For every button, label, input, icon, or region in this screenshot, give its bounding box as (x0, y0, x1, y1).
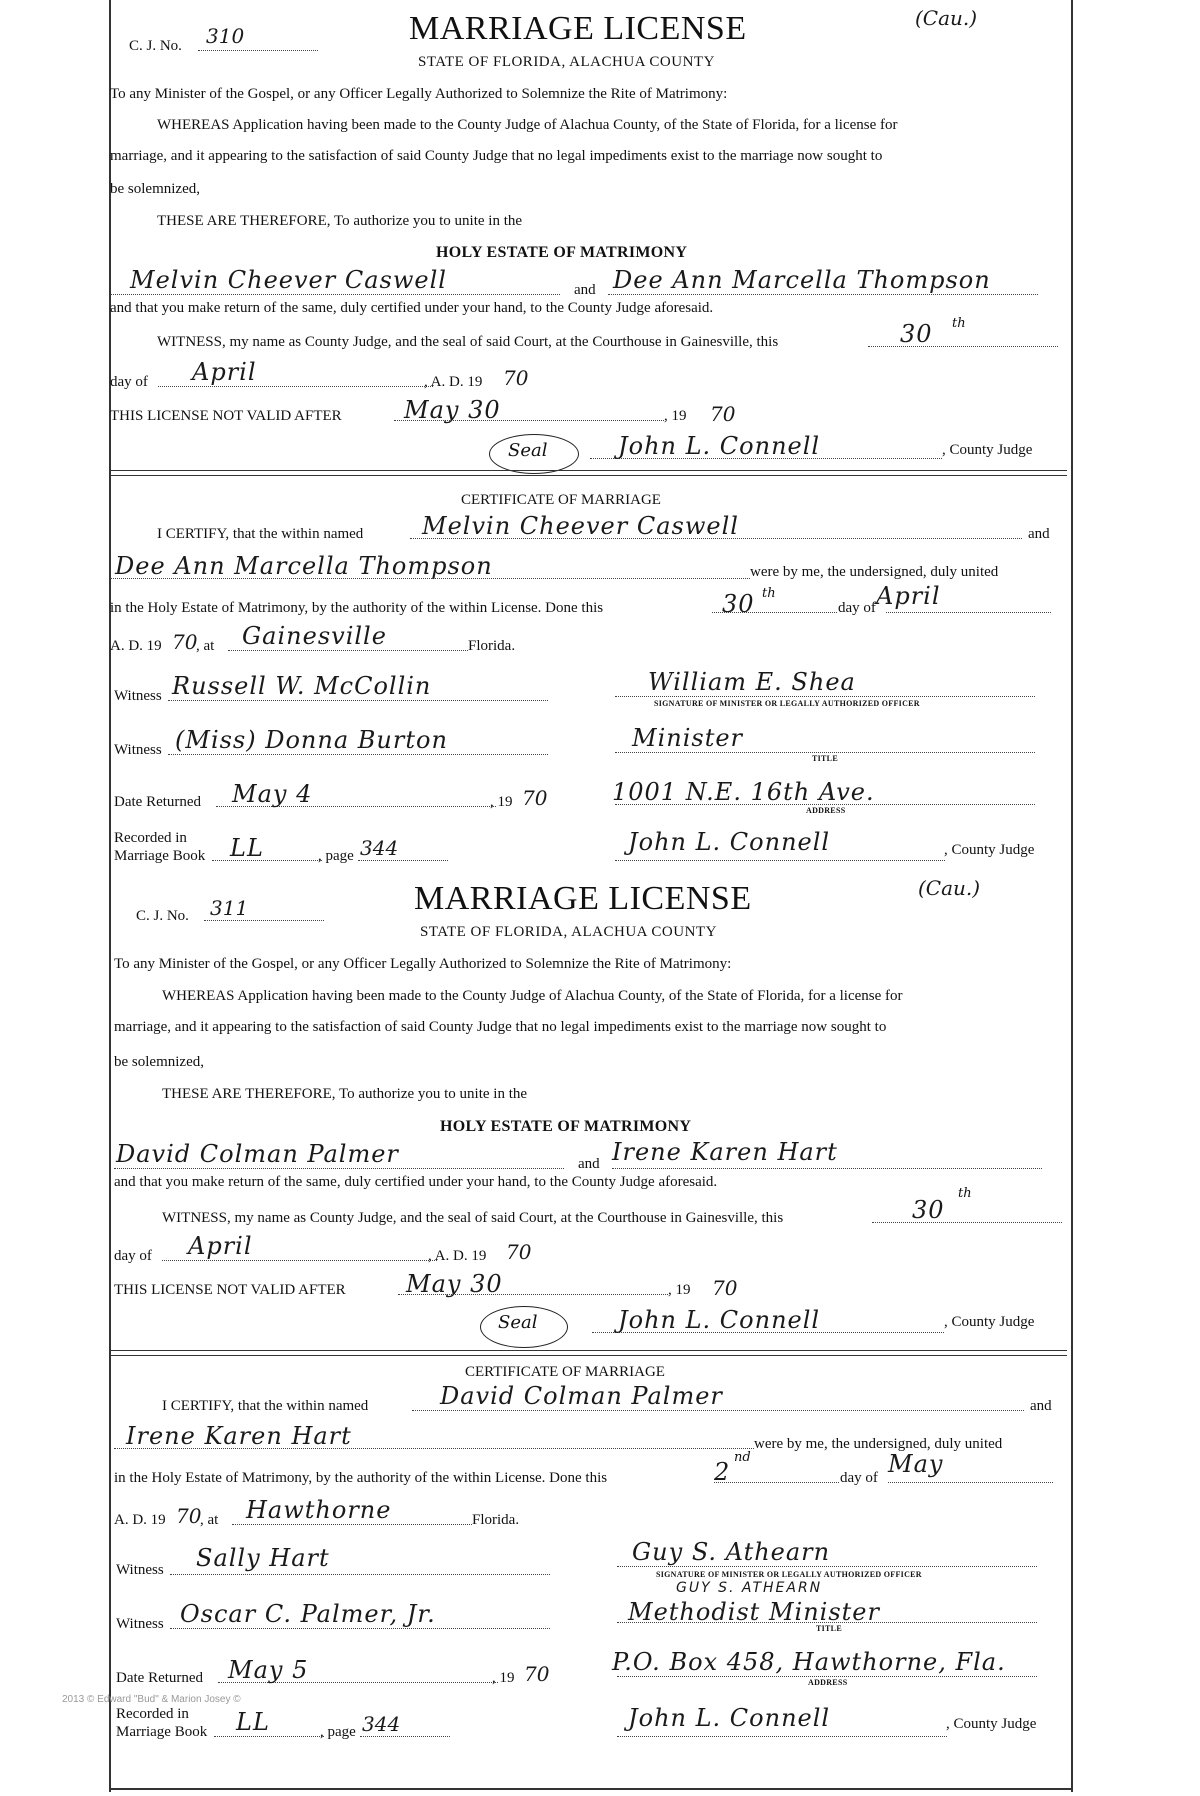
not-valid-label: THIS LICENSE NOT VALID AFTER (110, 408, 342, 424)
therefore-line: THESE ARE THEREFORE, To authorize you to unite in the (162, 1086, 528, 1102)
done-day-suffix: nd (734, 1450, 751, 1465)
license-subtitle: STATE OF FLORIDA, ALACHUA COUNTY (420, 924, 717, 940)
license-title: MARRIAGE LICENSE (414, 880, 752, 917)
county-judge-title-2: , County Judge (946, 1716, 1037, 1732)
witness-line: WITNESS, my name as County Judge, and the seal of said Court, at the Courthouse in Gainesville, this (162, 1210, 784, 1226)
done-month: May (888, 1450, 944, 1478)
page-label: , page (320, 1724, 356, 1740)
valid-year-prefix: , 19 (668, 1282, 691, 1298)
title-label: TITLE (812, 754, 838, 763)
valid-year-prefix: , 19 (664, 408, 687, 424)
license-day: 30 (900, 320, 933, 348)
certificate-groom: Melvin Cheever Caswell (422, 512, 739, 540)
and-label: and (574, 282, 596, 298)
bride-name: Irene Karen Hart (612, 1138, 838, 1166)
license-day: 30 (912, 1196, 945, 1224)
license-month: April (192, 358, 257, 386)
done-day: 2 (714, 1458, 731, 1486)
united-label: were by me, the undersigned, duly united (750, 564, 999, 580)
ad-label: , A. D. 19 (424, 374, 483, 390)
witness-2-signature: Oscar C. Palmer, Jr. (180, 1600, 436, 1628)
section-divider-2 (111, 1355, 1067, 1356)
address-line: To any Minister of the Gospel, or any Officer Legally Authorized to Solemnize the Rite of Matrimony: (110, 86, 728, 102)
minister-printed-name: GUY S. ATHEARN (676, 1580, 823, 1596)
groom-name: David Colman Palmer (116, 1140, 399, 1168)
holy-estate-heading: HOLY ESTATE OF MATRIMONY (440, 1118, 692, 1135)
witness-1-signature: Sally Hart (196, 1544, 330, 1572)
whereas-line-3: be solemnized, (114, 1054, 204, 1070)
county-judge-signature: John L. Connell (618, 1306, 821, 1334)
address-line: To any Minister of the Gospel, or any Officer Legally Authorized to Solemnize the Rite of Matrimony: (114, 956, 732, 972)
and-label: and (578, 1156, 600, 1172)
county-judge-signature: John L. Connell (618, 432, 821, 460)
seal-text: Seal (498, 1312, 538, 1333)
recorded-in-label: Recorded in (114, 830, 187, 846)
section-divider (111, 1350, 1067, 1351)
marriage-book-label: Marriage Book (114, 848, 206, 864)
county-judge-title: , County Judge (942, 442, 1033, 458)
county-judge-title: , County Judge (944, 1314, 1035, 1330)
certify-label: I CERTIFY, that the within named (157, 526, 364, 542)
day-of-label-2: day of (840, 1470, 878, 1486)
done-day: 30 (722, 590, 755, 618)
witness-2-signature: (Miss) Donna Burton (175, 726, 448, 754)
certificate-title: CERTIFICATE OF MARRIAGE (465, 1364, 665, 1380)
valid-until-date: May 30 (404, 396, 501, 424)
ad-label-2: A. D. 19 (110, 638, 162, 654)
certificate-bride: Irene Karen Hart (126, 1422, 352, 1450)
returned-year: 70 (524, 1662, 550, 1686)
florida-label: Florida. (472, 1512, 520, 1528)
license-title: MARRIAGE LICENSE (409, 10, 747, 47)
minister-address: 1001 N.E. 16th Ave. (612, 778, 875, 806)
license-year: 70 (503, 366, 529, 390)
minister-title: Minister (632, 724, 744, 752)
valid-year: 70 (712, 1276, 738, 1300)
marriage-book-label: Marriage Book (116, 1724, 208, 1740)
witness-label-1: Witness (114, 688, 162, 704)
certify-label: I CERTIFY, that the within named (162, 1398, 369, 1414)
signature-label: SIGNATURE OF MINISTER OR LEGALLY AUTHORIZED OFFICER (656, 1570, 922, 1579)
cj-label: C. J. No. (129, 38, 182, 54)
certificate-bride: Dee Ann Marcella Thompson (115, 552, 493, 580)
holy-estate-line: in the Holy Estate of Matrimony, by the authority of the within License. Done this (110, 600, 604, 616)
whereas-line-2: marriage, and it appearing to the satisfaction of said County Judge that no legal impediments exist to the marriage now sought to (110, 148, 883, 164)
ad-label-2: A. D. 19 (114, 1512, 166, 1528)
date-returned: May 4 (232, 780, 313, 808)
witness-label-2: Witness (114, 742, 162, 758)
license-month: April (188, 1232, 253, 1260)
section-divider-2 (111, 475, 1067, 476)
cj-label: C. J. No. (136, 908, 189, 924)
signature-label: SIGNATURE OF MINISTER OR LEGALLY AUTHORIZED OFFICER (654, 699, 920, 708)
date-returned: May 5 (228, 1656, 309, 1684)
marriage-book: LL (230, 834, 264, 862)
address-label: ADDRESS (806, 806, 846, 815)
marriage-place: Gainesville (242, 622, 387, 650)
county-judge-signature-2: John L. Connell (628, 828, 831, 856)
witness-1-signature: Russell W. McCollin (172, 672, 432, 700)
minister-title: Methodist Minister (628, 1598, 880, 1626)
county-judge-signature-2: John L. Connell (628, 1704, 831, 1732)
certificate-groom: David Colman Palmer (440, 1382, 723, 1410)
license-day-suffix: th (952, 316, 966, 331)
copyright-watermark: 2013 © Edward "Bud" & Marion Josey © (62, 1694, 241, 1705)
section-divider (111, 470, 1067, 471)
united-label: were by me, the undersigned, duly united (754, 1436, 1003, 1452)
groom-name: Melvin Cheever Caswell (130, 266, 447, 294)
return-line: and that you make return of the same, duly certified under your hand, to the County Judge aforesaid. (110, 300, 714, 316)
day-of-label: day of (110, 374, 148, 390)
witness-label-1: Witness (116, 1562, 164, 1578)
marriage-place: Hawthorne (246, 1496, 392, 1524)
county-judge-title-2: , County Judge (944, 842, 1035, 858)
not-valid-label: THIS LICENSE NOT VALID AFTER (114, 1282, 346, 1298)
at-label: , at (196, 638, 215, 654)
book-page: 344 (362, 1712, 401, 1736)
ad-label: , A. D. 19 (428, 1248, 487, 1264)
returned-year: 70 (522, 786, 548, 810)
day-of-label-2: day of (838, 600, 876, 616)
return-line: and that you make return of the same, duly certified under your hand, to the County Judge aforesaid. (114, 1174, 718, 1190)
bride-name: Dee Ann Marcella Thompson (613, 266, 991, 294)
whereas-line-1: WHEREAS Application having been made to the County Judge of Alachua County, of the State of Florida, for a license for (157, 117, 898, 133)
page-label: , page (318, 848, 354, 864)
recorded-in-label: Recorded in (116, 1706, 189, 1722)
whereas-line-1: WHEREAS Application having been made to the County Judge of Alachua County, of the State of Florida, for a license for (162, 988, 903, 1004)
valid-year: 70 (710, 402, 736, 426)
address-label: ADDRESS (808, 1678, 848, 1687)
license-subtitle: STATE OF FLORIDA, ALACHUA COUNTY (418, 54, 715, 70)
done-year: 70 (176, 1504, 202, 1528)
seal-text: Seal (508, 440, 548, 461)
done-year: 70 (172, 630, 198, 654)
book-page: 344 (360, 836, 399, 860)
returned-year-prefix: , 19 (490, 794, 513, 810)
title-label: TITLE (816, 1624, 842, 1633)
florida-label: Florida. (468, 638, 516, 654)
returned-year-prefix: , 19 (492, 1670, 515, 1686)
done-day-suffix: th (762, 586, 776, 601)
minister-signature: Guy S. Athearn (632, 1538, 831, 1566)
day-of-label: day of (114, 1248, 152, 1264)
cj-number: 311 (210, 896, 249, 920)
date-returned-label: Date Returned (114, 794, 202, 810)
certificate-and: and (1030, 1398, 1052, 1414)
whereas-line-3: be solemnized, (110, 181, 200, 197)
license-year: 70 (506, 1240, 532, 1264)
at-label: , at (200, 1512, 219, 1528)
certificate-and: and (1028, 526, 1050, 542)
holy-estate-line: in the Holy Estate of Matrimony, by the authority of the within License. Done this (114, 1470, 608, 1486)
certificate-title: CERTIFICATE OF MARRIAGE (461, 492, 661, 508)
witness-label-2: Witness (116, 1616, 164, 1632)
whereas-line-2: marriage, and it appearing to the satisfaction of said County Judge that no legal impediments exist to the marriage now sought to (114, 1019, 887, 1035)
license-day-suffix: th (958, 1186, 972, 1201)
date-returned-label: Date Returned (116, 1670, 204, 1686)
therefore-line: THESE ARE THEREFORE, To authorize you to unite in the (157, 213, 523, 229)
race-note: (Cau.) (915, 6, 978, 30)
holy-estate-heading: HOLY ESTATE OF MATRIMONY (436, 244, 688, 261)
minister-signature: William E. Shea (648, 668, 856, 696)
race-note: (Cau.) (918, 876, 981, 900)
done-month: April (876, 582, 941, 610)
document-frame-bottom (109, 1788, 1073, 1790)
valid-until-date: May 30 (406, 1270, 503, 1298)
marriage-book: LL (236, 1708, 270, 1736)
minister-address: P.O. Box 458, Hawthorne, Fla. (612, 1648, 1006, 1676)
cj-number: 310 (206, 24, 245, 48)
witness-line: WITNESS, my name as County Judge, and the seal of said Court, at the Courthouse in Gainesville, this (157, 334, 779, 350)
